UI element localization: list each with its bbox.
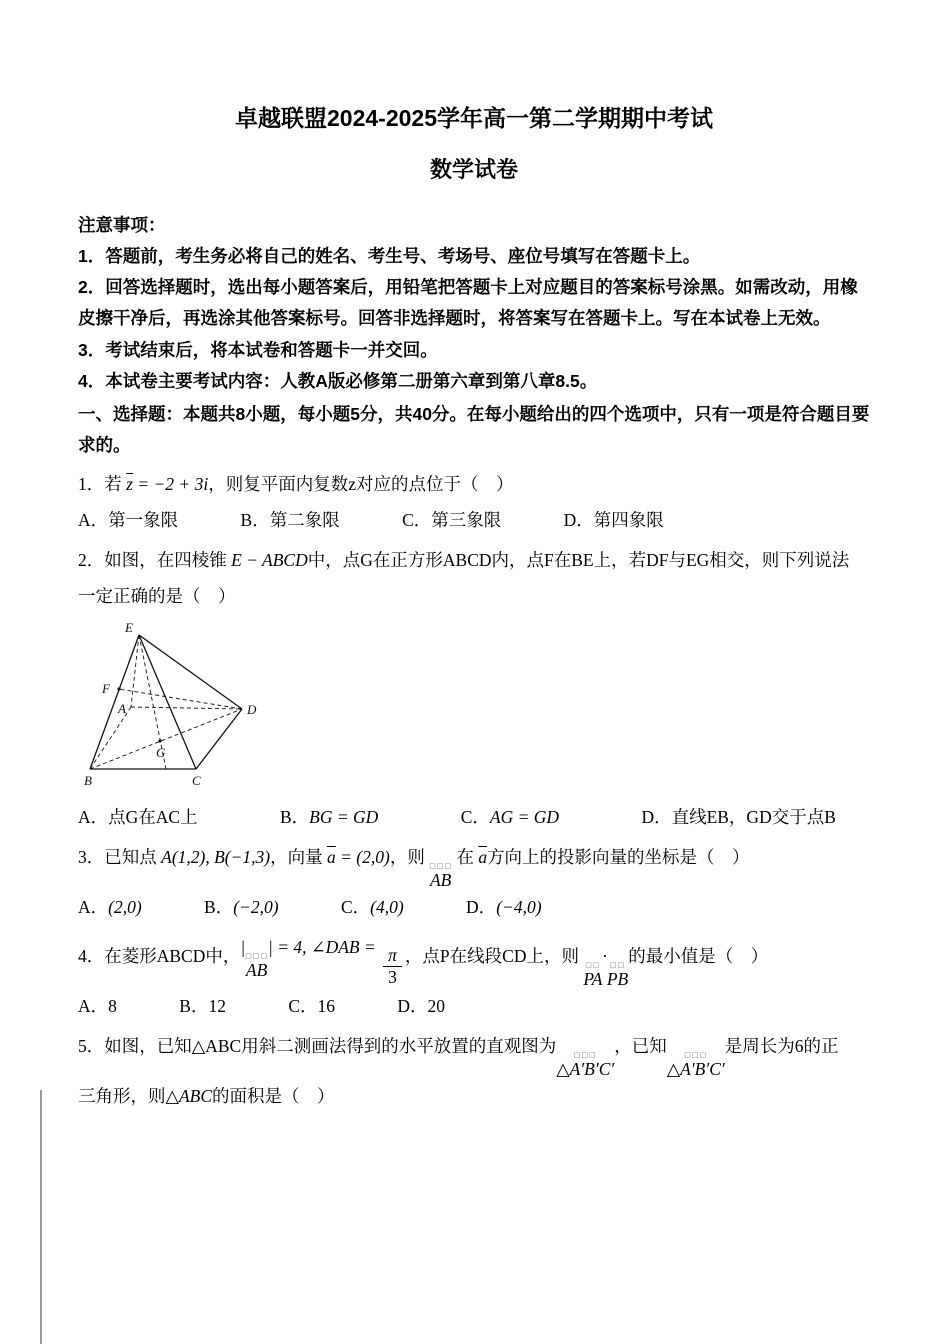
question-2-stem	[78, 543, 870, 579]
option-a: A．8	[78, 995, 117, 1016]
notice-item-2: 2．回答选择题时，选出每小题答案后，用铅笔把答题卡上对应题目的答案标号涂黑。如需改动，用橡皮擦干净后，再选涂其他答案标号。回答非选择题时，将答案写在答题卡上。写在本试卷上无效。	[78, 277, 858, 329]
section-heading: 一、选择题：本题共8小题，每小题5分，共40分。在每小题给出的四个选项中，只有一项是符合题目要求的。	[78, 403, 870, 455]
q5-text-mid: ，已知	[614, 1035, 667, 1056]
q3-points-math: A(1,2), B(−1,3)	[161, 846, 271, 867]
q5-text-cont: 三角形，则	[78, 1085, 166, 1106]
question-5-cont	[78, 1079, 870, 1115]
vertex-label-A: A	[118, 700, 126, 716]
q3-vector-ab: □□□ AB	[429, 861, 453, 890]
notice-item-1: 1．答题前，考生务必将自己的姓名、考生号、考场号、座位号填写在答题卡上。	[78, 246, 701, 267]
tofu-marks: □□	[585, 960, 601, 969]
tofu-marks: □□□	[429, 861, 453, 870]
q4-dot-operator: ·	[602, 945, 607, 966]
option-c: C．第三象限	[402, 510, 502, 530]
q3-text-mid2: ，则	[389, 846, 425, 867]
q5-triangle-prime-1: □□□ △A′B′C′	[556, 1050, 615, 1079]
notice-heading: 注意事项：	[78, 215, 166, 235]
q1-text-post: ，则复平面内复数z对应的点位于（ ）	[208, 474, 514, 495]
question-1	[78, 467, 870, 539]
fraction-pi-3: $\frac{\pi}{3}$	[383, 947, 402, 987]
question-2-cont: 一定正确的是（ ）	[78, 585, 236, 606]
q4-vector-pb: □□ PB	[606, 960, 629, 989]
question-2	[78, 543, 870, 836]
question-2-options	[78, 800, 870, 836]
q1-equation: = −2 + 3i	[132, 474, 209, 495]
exam-subtitle: 数学试卷	[429, 157, 518, 182]
option-c: C．(4,0)	[340, 896, 404, 917]
tofu-marks: □□	[609, 960, 626, 969]
vertex-label-D: D	[247, 701, 257, 717]
q4-text-post: 的最小值是（ ）	[628, 945, 769, 966]
q1-zbar-math: $\overline{z}$	[126, 474, 133, 495]
pyramid-figure	[84, 621, 870, 798]
vertex-label-B: B	[84, 772, 92, 788]
question-1-options	[78, 503, 870, 539]
question-5-stem	[78, 1029, 870, 1079]
q3-vector-a-value: = (2,0)	[335, 846, 390, 867]
pyramid-figure-svg	[84, 621, 279, 793]
question-3-stem	[78, 840, 870, 890]
exam-title: 卓越联盟2024-2025学年高一第二学期期中考试	[235, 105, 713, 131]
option-d: D．第四象限	[563, 510, 664, 530]
q1-text-pre: 1．若	[78, 474, 122, 495]
q4-text-mid: ，点P在线段CD上，则	[404, 945, 579, 966]
q3-vector-a2: $\overline{a}$	[478, 846, 488, 867]
option-b: B．第二象限	[240, 510, 340, 530]
q3-text-post: 方向上的投影向量的坐标是（ ）	[487, 846, 750, 867]
q4-display-math: | □□□ AB | = 4, ∠DAB = $\frac{\pi}{3}$	[240, 937, 405, 957]
point-G	[158, 739, 161, 742]
notice-item-3: 3．考试结束后，将本试卷和答题卡一并交回。	[78, 339, 438, 360]
notice-item-4: 4．本试卷主要考试内容：人教A版必修第二册第六章到第八章8.5。	[78, 370, 598, 391]
question-3	[78, 840, 870, 926]
option-b: B．(−2,0)	[204, 896, 279, 917]
q5-triangle-prime-2: □□□ △A′B′C′	[666, 1050, 725, 1079]
q4-vector-pa: □□ PA	[583, 960, 603, 989]
option-d: D．(−4,0)	[466, 896, 542, 917]
option-d: D．直线EB，GD交于点B	[641, 806, 836, 827]
option-c: C．AG = GD	[460, 806, 560, 827]
option-b: B．BG = GD	[279, 806, 379, 827]
option-b: B．12	[179, 995, 226, 1016]
option-d: D．20	[397, 995, 446, 1016]
question-4	[78, 930, 870, 1025]
q2-text-mid: 中，点G在正方形ABCD内，点F在BE上，若DF与EG相交，则下列说法	[307, 549, 850, 570]
question-4-options	[78, 989, 870, 1025]
option-a: A．(2,0)	[78, 896, 142, 917]
q3-text-mid: ，向量	[270, 846, 323, 867]
option-a: A．第一象限	[78, 510, 179, 530]
question-3-options	[78, 890, 870, 926]
q3-text-mid3: 在	[456, 846, 474, 867]
question-4-stem	[78, 930, 870, 989]
vertex-label-C: C	[192, 772, 201, 788]
q2-text-pre: 2．如图，在四棱锥	[78, 549, 227, 570]
option-a: A．点G在AC上	[78, 806, 198, 827]
page-edge-line	[40, 1090, 42, 1344]
vertex-label-E: E	[125, 620, 133, 635]
tofu-marks: □□□	[245, 951, 269, 960]
q5-triangle-abc: △ABC	[165, 1085, 213, 1106]
question-1-stem	[78, 467, 870, 503]
tofu-marks: □□□	[573, 1050, 597, 1059]
q3-text-pre: 3．已知点	[78, 846, 157, 867]
q3-vector-a: $\overline{a}$	[327, 846, 336, 867]
tofu-marks: □□□	[684, 1050, 708, 1059]
point-F	[117, 687, 120, 690]
q2-pyramid-math: E − ABCD	[231, 549, 308, 570]
q5-text-mid2: 是周长为6的正	[724, 1035, 839, 1056]
vertex-label-F: F	[102, 680, 110, 696]
option-c: C．16	[288, 995, 336, 1016]
vertex-label-G: G	[156, 744, 166, 760]
notice-section	[78, 210, 870, 397]
q4-text-pre: 4．在菱形ABCD中，	[78, 945, 241, 966]
question-5	[78, 1029, 870, 1115]
q5-text-pre: 5．如图，已知△ABC用斜二测画法得到的水平放置的直观图为	[78, 1035, 557, 1056]
q5-text-post: 的面积是（ ）	[212, 1085, 335, 1106]
